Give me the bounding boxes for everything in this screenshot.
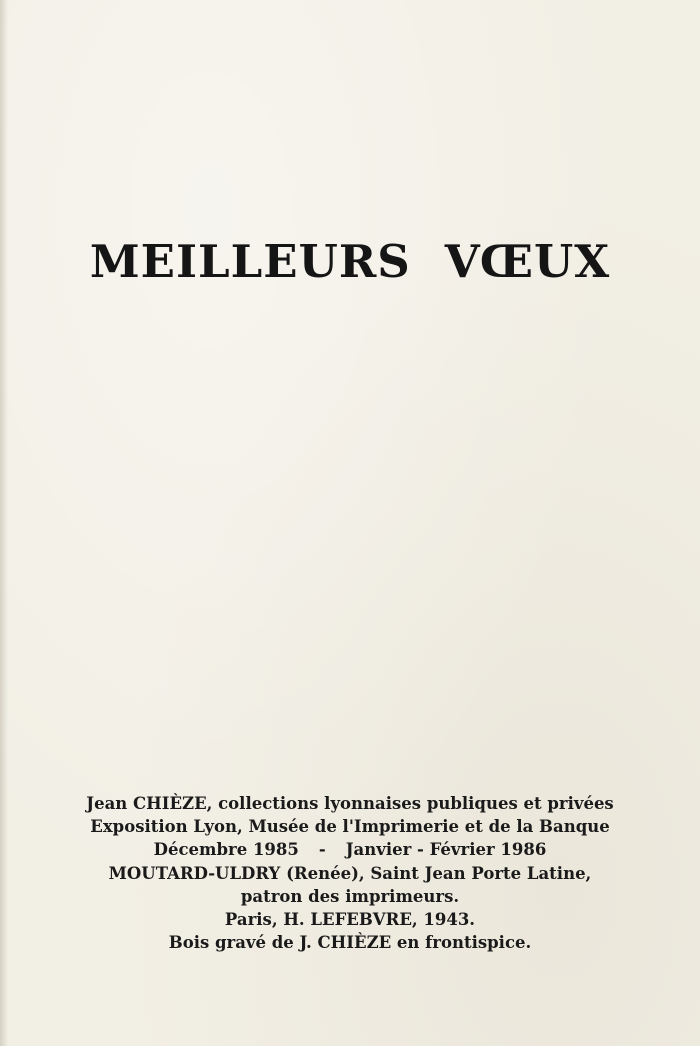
- colophon-text: [0, 792, 700, 954]
- colophon-dates-dash: -: [318, 840, 326, 860]
- colophon-line-6: Paris, H. LEFEBVRE, 1943.: [224, 910, 476, 930]
- colophon-line-1: Jean CHIÈZE, collections lyonnaises publiques et privées: [86, 794, 614, 813]
- colophon-dates-left: Décembre 1985: [153, 840, 299, 860]
- colophon-line-7: Bois gravé de J. CHIÈZE en frontispice.: [168, 933, 532, 953]
- card-title: [0, 232, 700, 292]
- colophon-line-3: [0, 838, 700, 861]
- colophon-line-4: MOUTARD-ULDRY (Renée), Saint Jean Porte Latine,: [108, 863, 592, 883]
- colophon-line-2: Exposition Lyon, Musée de l'Imprimerie et de la Banque: [90, 817, 610, 837]
- colophon-line-5: patron des imprimeurs.: [240, 886, 460, 906]
- title-word-voeux: VŒUX: [444, 235, 611, 288]
- colophon-dates-right: Janvier - Février 1986: [345, 840, 547, 860]
- title-word-meilleurs: MEILLEURS: [89, 235, 411, 288]
